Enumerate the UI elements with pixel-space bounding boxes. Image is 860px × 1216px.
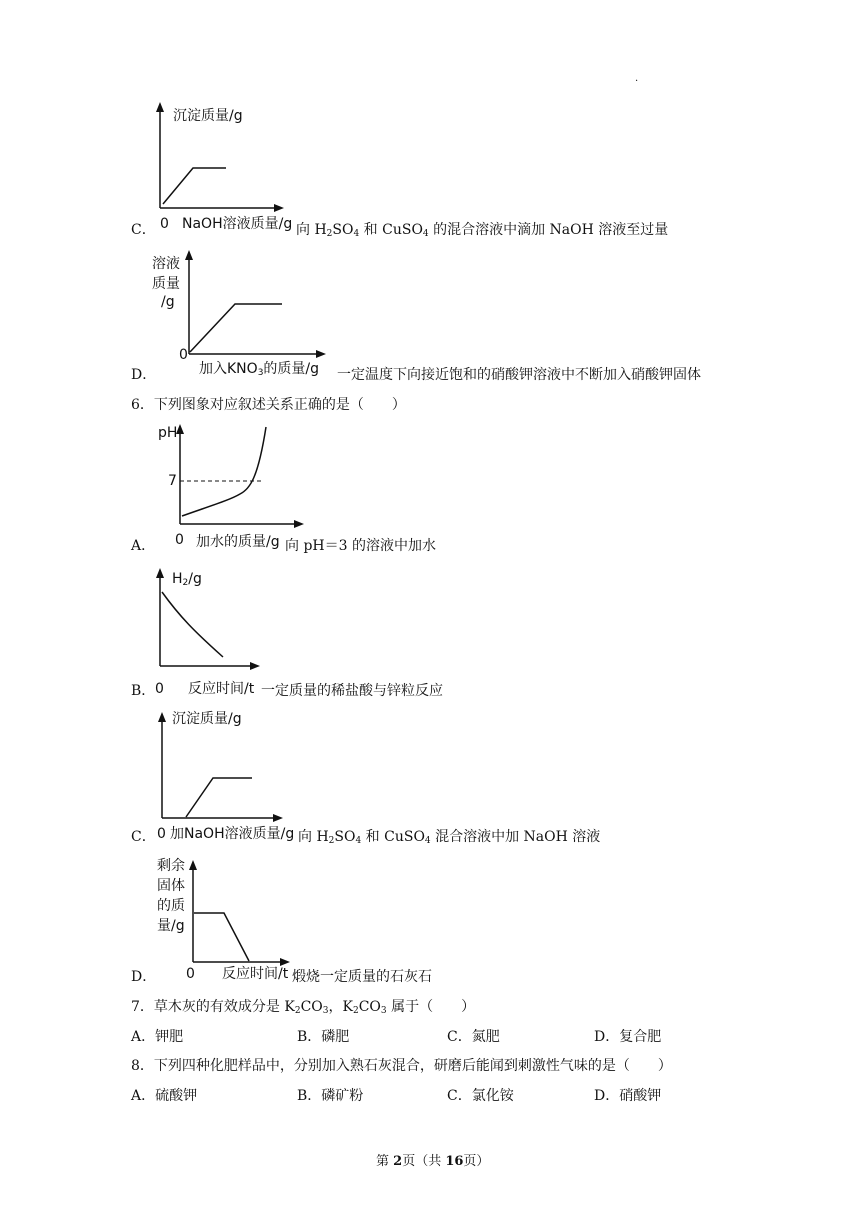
footer-middle: 页（共 [402, 1154, 446, 1169]
footer-suffix: 页） [463, 1154, 490, 1169]
q6a-graph [170, 420, 310, 530]
q5d-letter: D． [131, 367, 157, 383]
q8-stem: 8．下列四种化肥样品中，分别加入熟石灰混合，研磨后能闻到刺激性气味的是（ ） [131, 1058, 672, 1074]
q5c-y-axis-label: 沉淀质量/g [173, 108, 243, 124]
q5d-graph [180, 246, 335, 361]
q6a-description: 向 pH＝3 的溶液中加水 [285, 538, 436, 554]
q6d-origin-label: 0 [186, 966, 195, 982]
q6-stem: 6．下列图象对应叙述关系正确的是（ ） [131, 397, 406, 413]
q6d-y-axis-label-2: 固体 [157, 878, 185, 894]
q5c-description: 向 $H_2SO_4$ 和 CuSO$_4$ 的混合溶液中滴加 NaOH 溶液至过量 [296, 222, 669, 239]
q5c-origin-label: 0 [160, 216, 169, 232]
q8-option-c: C．氯化铵 [447, 1088, 514, 1104]
q6c-x-axis-label: 加NaOH溶液质量/g [170, 826, 295, 842]
q6c-y-axis-label: 沉淀质量/g [172, 711, 242, 727]
footer-total-pages: 16 [445, 1154, 464, 1169]
header-mark: . [635, 73, 639, 84]
q6b-graph [150, 562, 270, 672]
q8-option-a: A．硫酸钾 [131, 1088, 198, 1104]
q6d-description: 煅烧一定质量的石灰石 [292, 969, 432, 985]
q8-option-d: D．硝酸钾 [594, 1088, 662, 1104]
q6b-origin-label: 0 [155, 681, 164, 697]
q6d-letter: D． [131, 969, 157, 985]
q6c-description: 向 $H_2SO_4$ 和 CuSO$_4$ 混合溶液中加 NaOH 溶液 [298, 829, 601, 846]
q6a-letter: A． [131, 538, 156, 554]
q8-option-b: B．磷矿粉 [297, 1088, 364, 1104]
q5d-origin-label: 0 [179, 347, 188, 363]
q6a-x-axis-label: 加水的质量/g [196, 534, 280, 550]
q6c-letter: C． [131, 829, 156, 845]
q6d-graph [184, 854, 304, 968]
q7-option-d: D．复合肥 [594, 1029, 662, 1045]
q6d-y-axis-label-3: 的质 [157, 898, 185, 914]
q6b-description: 一定质量的稀盐酸与锌粒反应 [261, 683, 443, 699]
q6b-y-axis-label: $H_2/g$ [172, 571, 202, 588]
q5d-y-axis-label-3: /g [161, 294, 175, 310]
page-footer [376, 1150, 489, 1169]
footer-prefix: 第 [376, 1154, 394, 1169]
q6a-origin-label: 0 [175, 532, 184, 548]
q7-option-b: B．磷肥 [297, 1029, 350, 1045]
q5d-x-axis-label: 加入$KNO_3$的质量/g [199, 361, 320, 378]
q6d-y-axis-label-4: 量/g [157, 918, 185, 934]
q6b-letter: B． [131, 683, 156, 699]
q6a-tick-7: 7 [168, 473, 177, 489]
q6b-x-axis-label: 反应时间/t [188, 681, 255, 697]
q5d-y-axis-label-1: 溶液 [152, 256, 180, 272]
q6d-x-axis-label: 反应时间/t [222, 966, 289, 982]
q5d-y-axis-label-2: 质量 [152, 276, 180, 292]
q6a-y-axis-label: pH [158, 425, 178, 441]
q7-option-c: C．氮肥 [447, 1029, 500, 1045]
footer-page-number: 2 [393, 1154, 403, 1169]
q6d-y-axis-label-1: 剩余 [157, 858, 185, 874]
q5d-description: 一定温度下向接近饱和的硝酸钾溶液中不断加入硝酸钾固体 [337, 367, 701, 383]
q6c-origin-label: 0 [157, 826, 166, 842]
q5c-x-axis-label: NaOH溶液质量/g [182, 216, 293, 232]
q7-option-a: A．钾肥 [131, 1029, 184, 1045]
q7-stem: 7．草木灰的有效成分是 $K_2CO_3$，$K_2CO_3$ 属于（ ） [131, 999, 476, 1016]
q5c-letter: C． [131, 222, 156, 238]
